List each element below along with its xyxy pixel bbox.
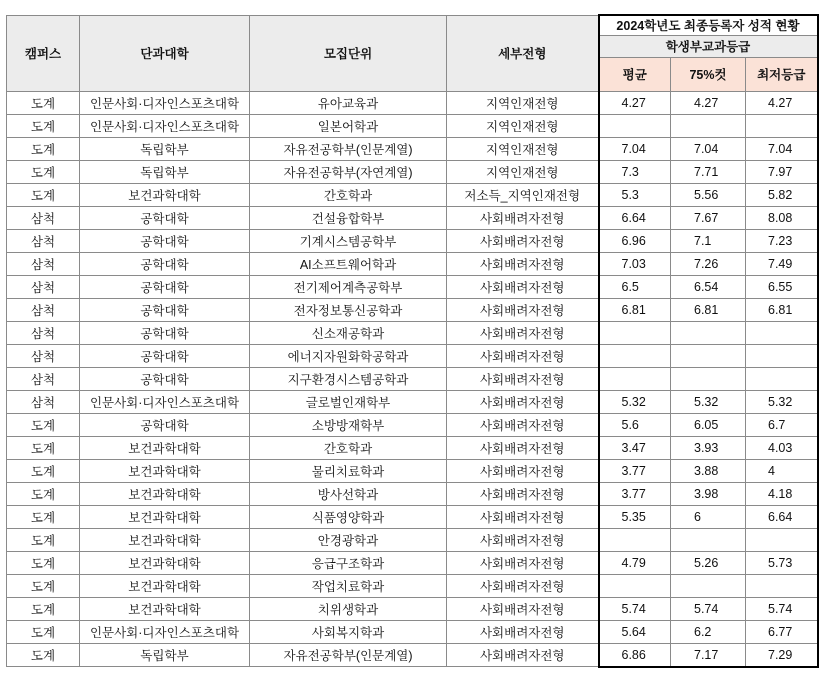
cell-college: 보건과학대학: [80, 574, 250, 597]
cell-min: [746, 528, 818, 551]
header-college: 단과대학: [80, 15, 250, 91]
cell-college: 보건과학대학: [80, 505, 250, 528]
cell-college: 보건과학대학: [80, 551, 250, 574]
cell-min: [746, 344, 818, 367]
cell-campus: 삼척: [7, 229, 80, 252]
cell-campus: 삼척: [7, 390, 80, 413]
cell-campus: 도계: [7, 551, 80, 574]
cell-college: 공학대학: [80, 367, 250, 390]
table-row: [7, 482, 818, 505]
cell-min: 4.18: [746, 482, 818, 505]
cell-min: 6.7: [746, 413, 818, 436]
cell-campus: 도계: [7, 160, 80, 183]
cell-campus: 도계: [7, 482, 80, 505]
cell-campus: 삼척: [7, 321, 80, 344]
cell-avg: 5.6: [599, 413, 671, 436]
cell-unit: 신소재공학과: [250, 321, 447, 344]
cell-unit: 물리치료학과: [250, 459, 447, 482]
cell-min: 6.55: [746, 275, 818, 298]
cell-campus: 도계: [7, 643, 80, 667]
cell-min: 5.82: [746, 183, 818, 206]
cell-min: 6.81: [746, 298, 818, 321]
admissions-grade-table: [6, 14, 819, 668]
cell-p75: [671, 574, 746, 597]
cell-avg: 5.35: [599, 505, 671, 528]
header-min: 최저등급: [746, 57, 818, 91]
cell-campus: 도계: [7, 505, 80, 528]
cell-avg: 3.47: [599, 436, 671, 459]
cell-p75: 6.54: [671, 275, 746, 298]
cell-min: 7.04: [746, 137, 818, 160]
cell-avg: [599, 367, 671, 390]
cell-college: 공학대학: [80, 344, 250, 367]
table-row: [7, 252, 818, 275]
cell-track: 사회배려자전형: [447, 390, 599, 413]
cell-unit: 안경광학과: [250, 528, 447, 551]
cell-min: 4.27: [746, 91, 818, 114]
cell-min: 4.03: [746, 436, 818, 459]
table-row: [7, 459, 818, 482]
cell-track: 사회배려자전형: [447, 528, 599, 551]
cell-track: 지역인재전형: [447, 160, 599, 183]
cell-unit: 작업치료학과: [250, 574, 447, 597]
cell-avg: [599, 574, 671, 597]
table-row: [7, 505, 818, 528]
cell-min: 4: [746, 459, 818, 482]
table-header: [7, 15, 818, 91]
cell-track: 사회배려자전형: [447, 413, 599, 436]
cell-college: 독립학부: [80, 137, 250, 160]
cell-track: 사회배려자전형: [447, 321, 599, 344]
table-row: [7, 160, 818, 183]
cell-unit: 방사선학과: [250, 482, 447, 505]
cell-unit: 기계시스템공학부: [250, 229, 447, 252]
cell-p75: 6.05: [671, 413, 746, 436]
cell-min: 6.64: [746, 505, 818, 528]
cell-p75: [671, 528, 746, 551]
cell-avg: 6.5: [599, 275, 671, 298]
cell-track: 사회배려자전형: [447, 252, 599, 275]
cell-college: 인문사회·디자인스포츠대학: [80, 620, 250, 643]
cell-avg: [599, 321, 671, 344]
cell-unit: 간호학과: [250, 183, 447, 206]
cell-avg: 6.96: [599, 229, 671, 252]
cell-unit: 자유전공학부(인문계열): [250, 643, 447, 667]
table-row: [7, 229, 818, 252]
cell-avg: 5.64: [599, 620, 671, 643]
table-row: [7, 528, 818, 551]
cell-track: 사회배려자전형: [447, 482, 599, 505]
cell-unit: 식품영양학과: [250, 505, 447, 528]
cell-unit: 간호학과: [250, 436, 447, 459]
cell-avg: [599, 528, 671, 551]
cell-p75: 3.93: [671, 436, 746, 459]
cell-college: 인문사회·디자인스포츠대학: [80, 390, 250, 413]
cell-track: 사회배려자전형: [447, 620, 599, 643]
cell-min: 8.08: [746, 206, 818, 229]
cell-p75: 7.17: [671, 643, 746, 667]
cell-campus: 도계: [7, 597, 80, 620]
cell-track: 지역인재전형: [447, 137, 599, 160]
admissions-table-container: [6, 14, 819, 668]
table-row: [7, 436, 818, 459]
cell-track: 사회배려자전형: [447, 505, 599, 528]
cell-avg: 5.74: [599, 597, 671, 620]
cell-college: 보건과학대학: [80, 183, 250, 206]
cell-avg: 3.77: [599, 459, 671, 482]
cell-min: [746, 114, 818, 137]
header-year-title: 2024학년도 최종등록자 성적 현황: [599, 15, 818, 35]
cell-p75: 7.26: [671, 252, 746, 275]
cell-unit: 유아교육과: [250, 91, 447, 114]
cell-unit: 전기제어계측공학부: [250, 275, 447, 298]
cell-campus: 삼척: [7, 275, 80, 298]
header-grade-title: 학생부교과등급: [599, 35, 818, 57]
cell-p75: 7.67: [671, 206, 746, 229]
cell-campus: 도계: [7, 574, 80, 597]
cell-min: 7.49: [746, 252, 818, 275]
cell-unit: 글로벌인재학부: [250, 390, 447, 413]
cell-college: 공학대학: [80, 252, 250, 275]
cell-avg: 7.3: [599, 160, 671, 183]
cell-campus: 도계: [7, 436, 80, 459]
cell-min: 5.74: [746, 597, 818, 620]
cell-college: 공학대학: [80, 413, 250, 436]
cell-track: 사회배려자전형: [447, 298, 599, 321]
table-row: [7, 321, 818, 344]
cell-min: 6.77: [746, 620, 818, 643]
cell-track: 사회배려자전형: [447, 206, 599, 229]
cell-track: 사회배려자전형: [447, 551, 599, 574]
cell-college: 보건과학대학: [80, 459, 250, 482]
cell-college: 보건과학대학: [80, 482, 250, 505]
cell-campus: 도계: [7, 137, 80, 160]
cell-min: [746, 367, 818, 390]
cell-track: 사회배려자전형: [447, 344, 599, 367]
cell-p75: 3.88: [671, 459, 746, 482]
cell-college: 보건과학대학: [80, 436, 250, 459]
cell-avg: 5.32: [599, 390, 671, 413]
cell-track: 사회배려자전형: [447, 229, 599, 252]
cell-min: 7.23: [746, 229, 818, 252]
cell-campus: 삼척: [7, 252, 80, 275]
cell-avg: 6.81: [599, 298, 671, 321]
cell-p75: 7.04: [671, 137, 746, 160]
cell-unit: 전자정보통신공학과: [250, 298, 447, 321]
cell-track: 사회배려자전형: [447, 459, 599, 482]
cell-p75: 6: [671, 505, 746, 528]
cell-track: 지역인재전형: [447, 91, 599, 114]
cell-p75: 6.81: [671, 298, 746, 321]
table-row: [7, 367, 818, 390]
cell-p75: [671, 344, 746, 367]
cell-avg: 6.86: [599, 643, 671, 667]
cell-unit: 에너지자원화학공학과: [250, 344, 447, 367]
cell-avg: [599, 344, 671, 367]
cell-avg: 4.27: [599, 91, 671, 114]
cell-p75: [671, 114, 746, 137]
cell-avg: 5.3: [599, 183, 671, 206]
cell-p75: 5.32: [671, 390, 746, 413]
cell-campus: 도계: [7, 114, 80, 137]
cell-min: [746, 321, 818, 344]
cell-unit: 치위생학과: [250, 597, 447, 620]
table-row: [7, 275, 818, 298]
cell-college: 공학대학: [80, 321, 250, 344]
cell-track: 지역인재전형: [447, 114, 599, 137]
cell-unit: 자유전공학부(자연계열): [250, 160, 447, 183]
cell-track: 사회배려자전형: [447, 436, 599, 459]
cell-p75: 5.56: [671, 183, 746, 206]
header-campus: 캠퍼스: [7, 15, 80, 91]
table-row: [7, 413, 818, 436]
cell-min: [746, 574, 818, 597]
cell-campus: 도계: [7, 459, 80, 482]
cell-p75: [671, 367, 746, 390]
cell-campus: 삼척: [7, 206, 80, 229]
cell-p75: 7.71: [671, 160, 746, 183]
cell-track: 사회배려자전형: [447, 643, 599, 667]
cell-track: 사회배려자전형: [447, 275, 599, 298]
cell-unit: 응급구조학과: [250, 551, 447, 574]
cell-college: 공학대학: [80, 298, 250, 321]
table-row: [7, 597, 818, 620]
cell-avg: 7.03: [599, 252, 671, 275]
cell-campus: 삼척: [7, 298, 80, 321]
cell-avg: 7.04: [599, 137, 671, 160]
cell-college: 공학대학: [80, 206, 250, 229]
cell-campus: 도계: [7, 91, 80, 114]
header-track: 세부전형: [447, 15, 599, 91]
cell-college: 보건과학대학: [80, 597, 250, 620]
table-row: [7, 643, 818, 667]
cell-campus: 도계: [7, 528, 80, 551]
table-row: [7, 620, 818, 643]
cell-track: 사회배려자전형: [447, 574, 599, 597]
cell-unit: 건설융합학부: [250, 206, 447, 229]
cell-college: 인문사회·디자인스포츠대학: [80, 91, 250, 114]
cell-unit: 사회복지학과: [250, 620, 447, 643]
cell-campus: 도계: [7, 413, 80, 436]
cell-college: 인문사회·디자인스포츠대학: [80, 114, 250, 137]
header-unit: 모집단위: [250, 15, 447, 91]
table-row: [7, 137, 818, 160]
cell-min: 5.32: [746, 390, 818, 413]
cell-p75: 4.27: [671, 91, 746, 114]
cell-p75: 7.1: [671, 229, 746, 252]
cell-min: 7.29: [746, 643, 818, 667]
cell-campus: 삼척: [7, 367, 80, 390]
header-p75: 75%컷: [671, 57, 746, 91]
table-row: [7, 574, 818, 597]
cell-p75: 5.74: [671, 597, 746, 620]
cell-avg: [599, 114, 671, 137]
cell-p75: 5.26: [671, 551, 746, 574]
cell-campus: 도계: [7, 183, 80, 206]
cell-min: 5.73: [746, 551, 818, 574]
table-row: [7, 390, 818, 413]
table-row: [7, 91, 818, 114]
table-body: [7, 91, 818, 667]
cell-avg: 3.77: [599, 482, 671, 505]
cell-campus: 도계: [7, 620, 80, 643]
table-row: [7, 183, 818, 206]
cell-college: 독립학부: [80, 643, 250, 667]
table-row: [7, 344, 818, 367]
cell-avg: 4.79: [599, 551, 671, 574]
cell-track: 사회배려자전형: [447, 597, 599, 620]
cell-unit: 자유전공학부(인문계열): [250, 137, 447, 160]
cell-min: 7.97: [746, 160, 818, 183]
cell-p75: [671, 321, 746, 344]
cell-college: 보건과학대학: [80, 528, 250, 551]
cell-track: 사회배려자전형: [447, 367, 599, 390]
cell-unit: 일본어학과: [250, 114, 447, 137]
cell-track: 저소득_지역인재전형: [447, 183, 599, 206]
table-row: [7, 551, 818, 574]
cell-unit: 지구환경시스템공학과: [250, 367, 447, 390]
cell-college: 공학대학: [80, 229, 250, 252]
table-row: [7, 298, 818, 321]
cell-college: 공학대학: [80, 275, 250, 298]
table-row: [7, 114, 818, 137]
cell-p75: 3.98: [671, 482, 746, 505]
cell-unit: AI소프트웨어학과: [250, 252, 447, 275]
header-avg: 평균: [599, 57, 671, 91]
table-row: [7, 206, 818, 229]
cell-avg: 6.64: [599, 206, 671, 229]
cell-unit: 소방방재학부: [250, 413, 447, 436]
cell-p75: 6.2: [671, 620, 746, 643]
cell-college: 독립학부: [80, 160, 250, 183]
cell-campus: 삼척: [7, 344, 80, 367]
